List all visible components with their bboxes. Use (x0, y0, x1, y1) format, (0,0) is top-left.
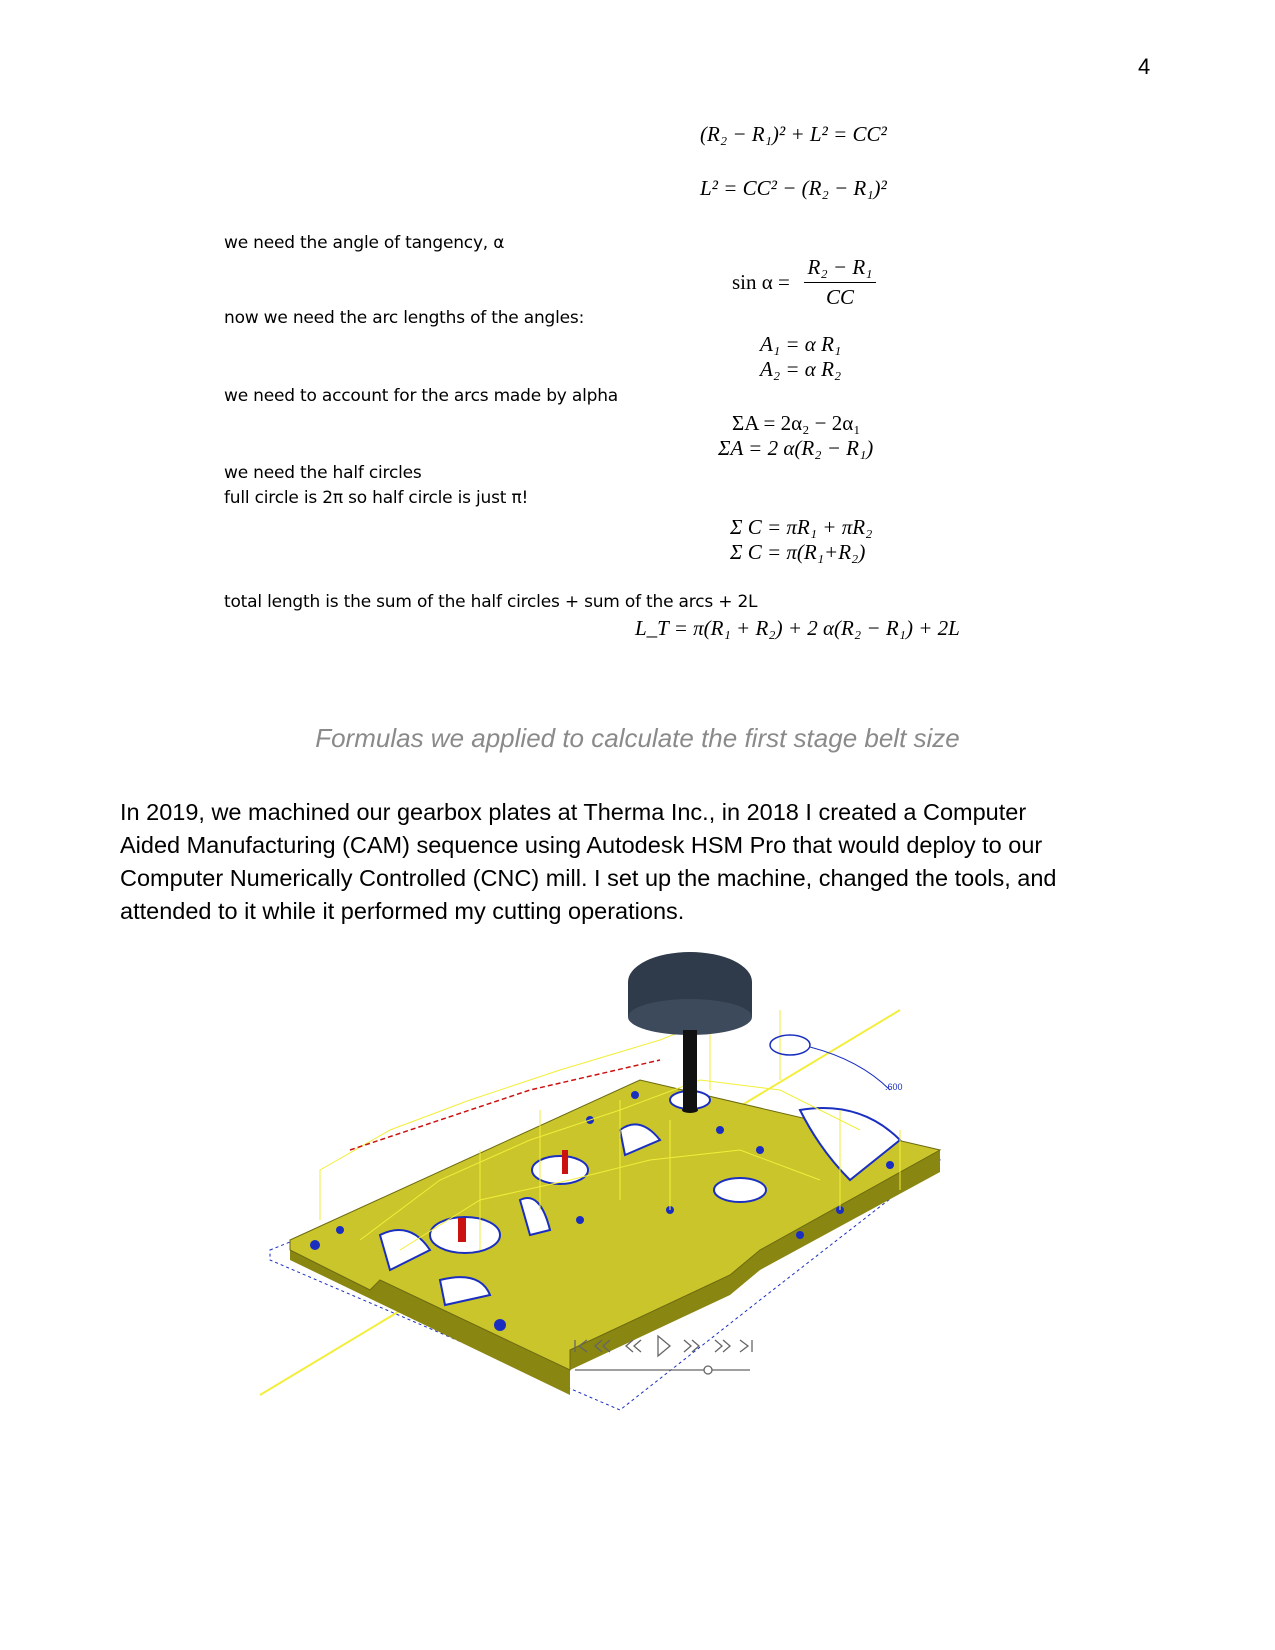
equation-sin-fraction (804, 255, 876, 310)
skip-end-icon[interactable] (740, 1340, 752, 1352)
tool-tip (682, 1107, 698, 1113)
equation-sin-lhs: sin α = (732, 270, 790, 294)
equation-tangent-length: (R₂ − R₁)² + L² = CC² (700, 122, 887, 146)
fast-forward-icon[interactable] (684, 1340, 699, 1352)
figure-caption: Formulas we applied to calculate the first stage belt size (315, 723, 960, 753)
equation-a2: A₂ = α R₂ (760, 357, 842, 381)
equation-sum-c1: Σ C = πR₁ + πR₂ (730, 515, 873, 539)
spindle-base (628, 999, 752, 1035)
play-icon[interactable] (658, 1336, 670, 1356)
equation-a1: A₁ = α R₁ (760, 332, 842, 356)
note-arc-lengths: now we need the arc lengths of the angles: (224, 308, 585, 328)
timeline-handle[interactable] (704, 1366, 712, 1374)
equation-sum-c2: Σ C = π(R₁+R₂) (730, 540, 866, 564)
sin-numerator: R₂ − R₁ (807, 255, 873, 279)
paragraph-line: attended to it while it performed my cutting operations. (120, 898, 685, 924)
note-full-circle: full circle is 2π so half circle is just π! (224, 488, 529, 508)
dimension-circle (770, 1035, 810, 1055)
equation-sum-a2: ΣA = 2 α(R₂ − R₁) (718, 436, 874, 460)
paragraph-line: Computer Numerically Controlled (CNC) mill. I set up the machine, changed the tools, and (120, 865, 1057, 891)
step-forward-icon[interactable] (715, 1340, 730, 1352)
note-angle: we need the angle of tangency, α (224, 233, 505, 253)
dimension-label: .600 (885, 1082, 903, 1092)
paragraph-line: In 2019, we machined our gearbox plates at Therma Inc., in 2018 I created a Computer (120, 799, 1027, 825)
body-paragraph (120, 796, 1165, 928)
tool-marker (562, 1150, 568, 1174)
sin-denominator: CC (825, 285, 854, 309)
pocket (714, 1178, 766, 1202)
note-arcs-alpha: we need to account for the arcs made by alpha (224, 386, 618, 406)
tool-marker (458, 1218, 466, 1242)
cutting-tool (683, 1030, 697, 1110)
equation-sum-a1: ΣA = 2α₂ − 2α₁ (732, 411, 861, 435)
cam-toolpath-image (240, 950, 1010, 1420)
note-half-circles: we need the half circles (224, 463, 422, 483)
equation-total-length: L_T = π(R₁ + R₂) + 2 α(R₂ − R₁) + 2L (635, 616, 960, 640)
dimension-leader (810, 1047, 890, 1090)
note-total-length: total length is the sum of the half circles + sum of the arcs + 2L (224, 592, 758, 612)
fraction-bar (804, 282, 876, 283)
paragraph-line: Aided Manufacturing (CAM) sequence using Autodesk HSM Pro that would deploy to our (120, 832, 1043, 858)
page-number: 4 (1138, 54, 1151, 79)
equation-l-squared: L² = CC² − (R₂ − R₁)² (700, 176, 887, 200)
